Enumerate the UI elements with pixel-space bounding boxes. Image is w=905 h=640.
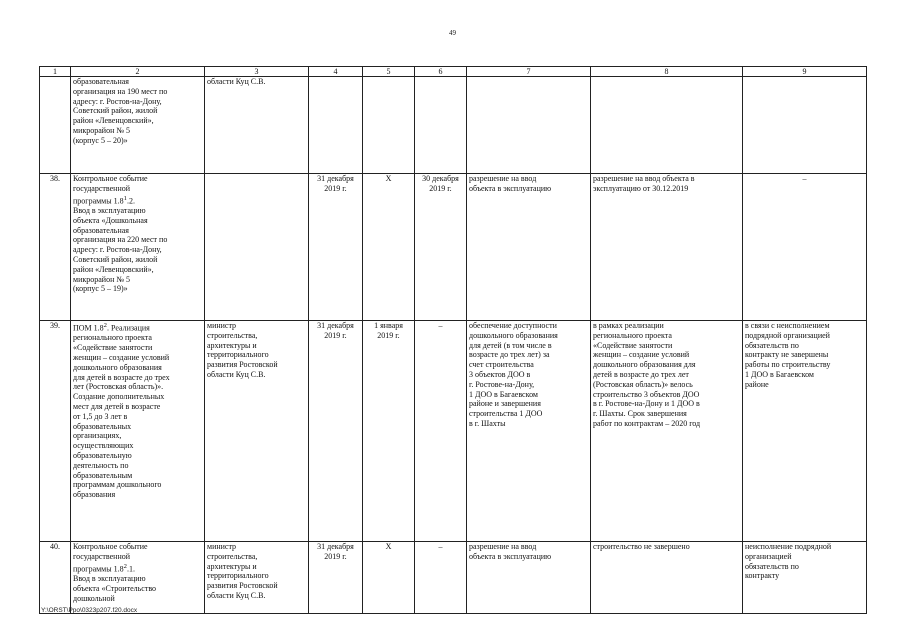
actual-result: в рамках реализации регионального проекта «Содействие занятости женщин – создание условий дошкольного образования для детей в возрасте до трех лет (Ростовская область)» велось строительство 3 объектов ДОО в г. Ростове-на-Дону и 1 ДОО в г. Шахты. Срок завершения работ по контрактам – 2020 год bbox=[591, 321, 743, 542]
event-name-part: Контрольное событие государственной программы 1.8 bbox=[73, 174, 148, 206]
row-number: 40. bbox=[40, 542, 71, 614]
row-number: 39. bbox=[40, 321, 71, 542]
event-name-part: .1. Ввод в эксплуатацию объекта «Строительство дошкольной bbox=[73, 564, 157, 603]
event-name: образовательная организация на 190 мест по адресу: г. Ростов-на-Дону, Советский район, жилой район «Левенцовский», микрорайон № 5 (корпус 5 – 20)» bbox=[71, 77, 205, 174]
column-header: 3 bbox=[205, 67, 309, 77]
table-row bbox=[40, 77, 867, 174]
actual-result: строительство не завершено bbox=[591, 542, 743, 614]
responsible-person: министр строительства, архитектуры и территориального развития Ростовской области Куц С.В. bbox=[205, 321, 309, 542]
reason-text bbox=[743, 77, 867, 174]
superscript-index: 2 bbox=[103, 322, 107, 329]
planned-result: разрешение на ввод объекта в эксплуатацию bbox=[467, 542, 591, 614]
expected-date: Х bbox=[363, 542, 415, 614]
column-header: 8 bbox=[591, 67, 743, 77]
event-name-part: . Реализация регионального проекта «Содействие занятости женщин – создание условий дошкольного образования для детей в возрасте до трех лет (Ростовская область)». Создание дополнительных мест для детей в возрасте от 1,5 до 3 лет в образовательных организациях, осуществляющих образовательную деятельность по образовательным программам дошкольного образования bbox=[73, 323, 170, 500]
actual-date: 30 декабря 2019 г. bbox=[415, 174, 467, 321]
row-number bbox=[40, 77, 71, 174]
plan-date: 31 декабря 2019 г. bbox=[309, 174, 363, 321]
header-row bbox=[40, 67, 867, 77]
planned-result: обеспечение доступности дошкольного образования для детей (в том числе в возрасте до трех лет) за счет строительства 3 объектов ДОО в г. Ростове-на-Дону, 1 ДОО в Багаевском районе и завершения строительства 1 ДОО в г. Шахты bbox=[467, 321, 591, 542]
actual-date bbox=[415, 77, 467, 174]
responsible-person bbox=[205, 174, 309, 321]
event-name bbox=[71, 542, 205, 614]
plan-date: 31 декабря 2019 г. bbox=[309, 542, 363, 614]
expected-date: Х bbox=[363, 174, 415, 321]
column-header: 5 bbox=[363, 67, 415, 77]
column-header: 7 bbox=[467, 67, 591, 77]
expected-date bbox=[363, 77, 415, 174]
column-header: 9 bbox=[743, 67, 867, 77]
actual-date: – bbox=[415, 321, 467, 542]
actual-result bbox=[591, 77, 743, 174]
event-name bbox=[71, 321, 205, 542]
actual-date: – bbox=[415, 542, 467, 614]
actual-result: разрешение на ввод объекта в эксплуатацию от 30.12.2019 bbox=[591, 174, 743, 321]
row-number: 38. bbox=[40, 174, 71, 321]
event-name-part: .2. Ввод в эксплуатацию объекта «Дошкольная образовательная организация на 220 мест по адресу: г. Ростов-на-Дону, Советский район, жилой район «Левенцовский», микрорайон № 5 (корпус 5 – 19)» bbox=[73, 196, 168, 294]
report-table bbox=[39, 66, 867, 614]
planned-result bbox=[467, 77, 591, 174]
table-row bbox=[40, 174, 867, 321]
expected-date: 1 января 2019 г. bbox=[363, 321, 415, 542]
reason-text: неисполнение подрядной организацией обязательств по контракту bbox=[743, 542, 867, 614]
page-number: 49 bbox=[449, 29, 456, 37]
responsible-person: министр строительства, архитектуры и территориального развития Ростовской области Куц С.В. bbox=[205, 542, 309, 614]
column-header: 6 bbox=[415, 67, 467, 77]
column-header: 2 bbox=[71, 67, 205, 77]
table-row bbox=[40, 321, 867, 542]
superscript-index: 1 bbox=[123, 194, 127, 202]
column-header: 1 bbox=[40, 67, 71, 77]
event-name-part: ПОМ 1.8 bbox=[73, 323, 104, 333]
table-row bbox=[40, 542, 867, 614]
event-name-part: Контрольное событие государственной программы 1.8 bbox=[73, 542, 148, 574]
reason-text: – bbox=[743, 174, 867, 321]
plan-date: 31 декабря 2019 г. bbox=[309, 321, 363, 542]
planned-result: разрешение на ввод объекта в эксплуатацию bbox=[467, 174, 591, 321]
file-path-footer: Y:\ORST\Ppo\0323p207.f20.docx bbox=[41, 607, 138, 614]
responsible-person: области Куц С.В. bbox=[205, 77, 309, 174]
superscript-index: 2 bbox=[123, 562, 127, 570]
plan-date bbox=[309, 77, 363, 174]
reason-text: в связи с неисполнением подрядной организацией обязательств по контракту не завершены работы по строительству 1 ДОО в Багаевском районе bbox=[743, 321, 867, 542]
column-header: 4 bbox=[309, 67, 363, 77]
event-name bbox=[71, 174, 205, 321]
